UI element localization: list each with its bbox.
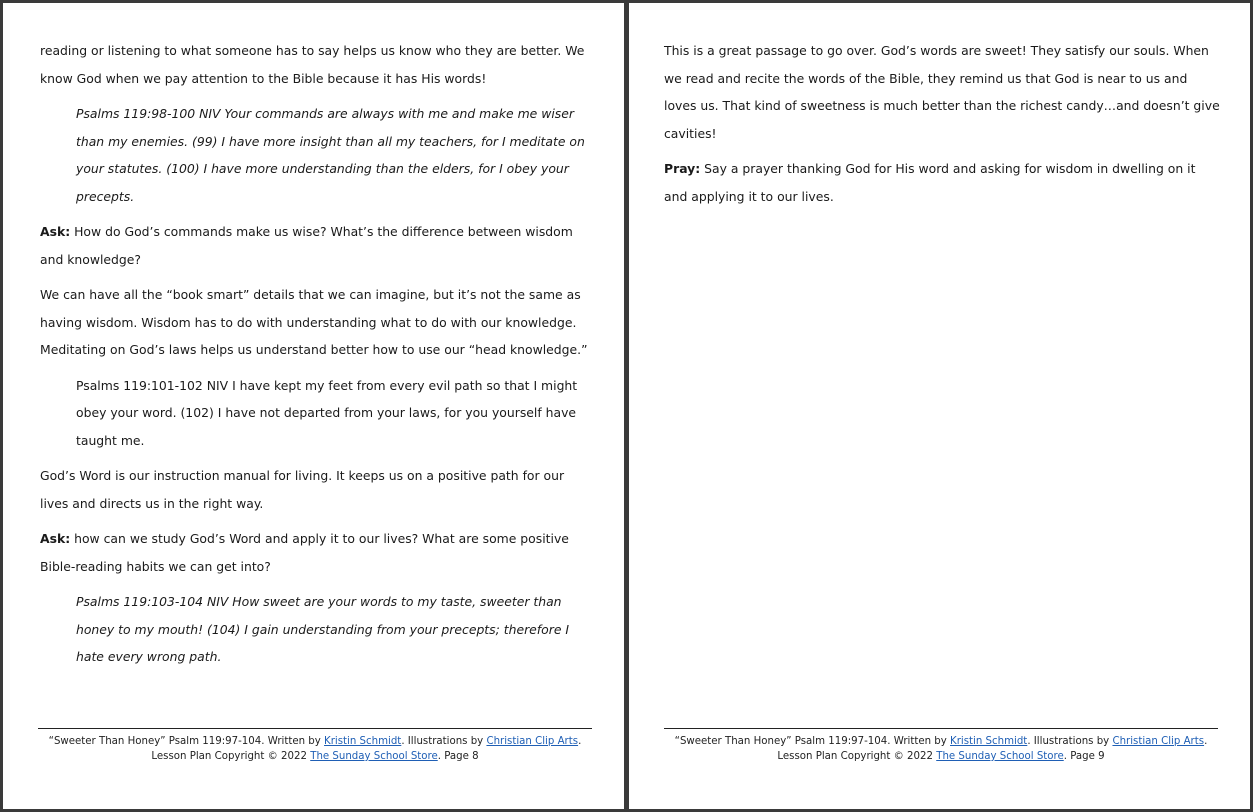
page-9-body: [664, 37, 1220, 218]
footer-text: Lesson Plan Copyright © 2022: [777, 751, 937, 762]
page-8-body: [40, 37, 596, 679]
page-footer: [38, 728, 592, 764]
footer-copyright-line: [664, 749, 1218, 764]
scripture-quote: Psalms 119:101-102 NIV I have kept my feet from every evil path so that I might obey your word. (102) I have not departed from your laws, for you yourself have taught me.: [76, 377, 578, 448]
illustrator-link[interactable]: Christian Clip Arts: [1112, 736, 1205, 747]
page-number: . Page 8: [437, 751, 479, 762]
author-link[interactable]: Kristin Schmidt: [950, 736, 1028, 747]
ask-label: Ask:: [40, 531, 71, 546]
pray-prompt: [664, 155, 1220, 210]
footer-copyright-line: [38, 749, 592, 764]
ask-question: [40, 218, 596, 273]
scripture-quote: Psalms 119:103-104 NIV How sweet are your words to my taste, sweeter than honey to my mouth! (104) I gain understanding from your precepts; therefore I hate every wrong path.: [76, 594, 570, 664]
ask-text: how can we study God’s Word and apply it to our lives? What are some positive Bible-reading habits we can get into?: [40, 531, 569, 574]
page-9: [629, 3, 1250, 809]
store-link[interactable]: The Sunday School Store: [310, 751, 438, 762]
page-number: . Page 9: [1063, 751, 1105, 762]
paragraph: God’s Word is our instruction manual for living. It keeps us on a positive path for our lives and directs us in the right way.: [40, 468, 565, 511]
author-link[interactable]: Kristin Schmidt: [324, 736, 402, 747]
scripture-quote: Psalms 119:98-100 NIV Your commands are always with me and make me wiser than my enemies. (99) I have more insight than all my teachers, for I meditate on your statutes. (100) I have more understanding than the elders, for I obey your precepts.: [76, 106, 585, 204]
paragraph: reading or listening to what someone has to say helps us know who they are better. We know God when we pay attention to the Bible because it has His words!: [40, 43, 585, 86]
footer-text: “Sweeter Than Honey” Psalm 119:97-104. Written by: [674, 736, 951, 747]
footer-credits-line: [38, 734, 592, 749]
footer-text: . Illustrations by: [401, 736, 487, 747]
illustrator-link[interactable]: Christian Clip Arts: [486, 736, 579, 747]
ask-text: How do God’s commands make us wise? What’s the difference between wisdom and knowledge?: [40, 224, 573, 267]
footer-text: Lesson Plan Copyright © 2022: [151, 751, 311, 762]
pray-text: Say a prayer thanking God for His word and asking for wisdom in dwelling on it and applying it to our lives.: [664, 161, 1196, 204]
page-8: [3, 3, 624, 809]
ask-question: [40, 525, 596, 580]
store-link[interactable]: The Sunday School Store: [936, 751, 1064, 762]
pray-label: Pray:: [664, 161, 701, 176]
paragraph: This is a great passage to go over. God’s words are sweet! They satisfy our souls. When we read and recite the words of the Bible, they remind us that God is near to us and loves us. That kind of sweetness is much better than the richest candy…and doesn’t give cavities!: [664, 43, 1220, 141]
footer-credits-line: [664, 734, 1218, 749]
footer-text: .: [1204, 736, 1208, 747]
ask-label: Ask:: [40, 224, 71, 239]
footer-text: .: [578, 736, 582, 747]
page-footer: [664, 728, 1218, 764]
paragraph: We can have all the “book smart” details that we can imagine, but it’s not the same as having wisdom. Wisdom has to do with understanding what to do with our knowledge. Meditating on God’s laws helps us understand better how to use our “head knowledge.”: [40, 287, 588, 357]
footer-text: . Illustrations by: [1027, 736, 1113, 747]
footer-text: “Sweeter Than Honey” Psalm 119:97-104. Written by: [48, 736, 325, 747]
